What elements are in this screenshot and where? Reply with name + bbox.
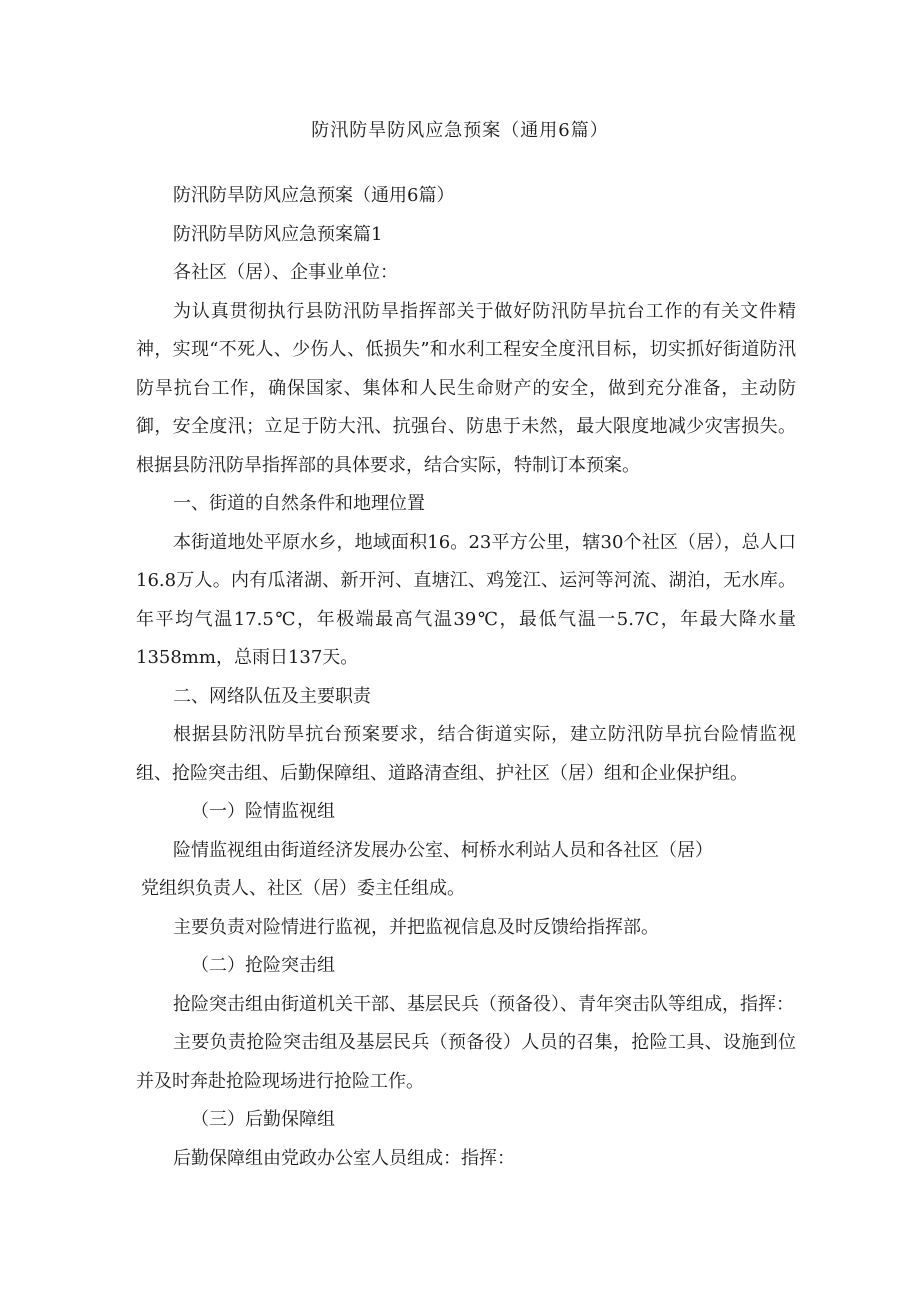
paragraph-rescue-team-1: 抢险突击组由街道机关干部、基层民兵（预备役）、青年突击队等组成，指挥： xyxy=(173,993,794,1015)
section-heading: 防汛防旱防风应急预案篇1 xyxy=(173,223,383,245)
heading-network-teams: 二、网络队伍及主要职责 xyxy=(173,685,371,707)
paragraph-danger-monitoring-2: 党组织负责人、社区（居）委主任组成。 xyxy=(141,878,465,899)
paragraph-logistics: 后勤保障组由党政办公室人员组成：指挥： xyxy=(173,1147,515,1169)
document-title: 防汛防旱防风应急预案（通用6篇） xyxy=(311,120,609,141)
document-subtitle: 防汛防旱防风应急预案（通用6篇） xyxy=(173,185,455,206)
intro-paragraph: 为认真贯彻执行县防汛防旱指挥部关于做好防汛防旱抗台工作的有关文件精神，实现“不死人、少伤人、低损失”和水利工程安全度汛目标，切实抓好街道防汛防旱抗台工作，确保国家、集体和人民生命财产的安全，做到充分准备，主动防御，安全度汛；立足于防大汛、抗强台、防患于未然，最大限度地减少灾害损失。根据县防汛防旱指挥部的具体要求，结合实际，特制订本预案。 xyxy=(136,300,796,476)
document-body xyxy=(136,177,796,1178)
heading-natural-conditions: 一、街道的自然条件和地理位置 xyxy=(173,493,425,514)
greeting-line: 各社区（居）、企事业单位： xyxy=(173,262,398,283)
heading-rescue-team: （二）抢险突击组 xyxy=(191,955,335,976)
paragraph-rescue-team-2: 主要负责抢险突击组及基层民兵（预备役）人员的召集，抢险工具、设施到位并及时奔赴抢险现场进行抢险工作。 xyxy=(136,1032,796,1092)
paragraph-danger-monitoring-3: 主要负责对险情进行监视，并把监视信息及时反馈给指挥部。 xyxy=(173,916,659,938)
paragraph-danger-monitoring-1: 险情监视组由街道经济发展办公室、柯桥水利站人员和各社区（居） xyxy=(173,839,713,861)
paragraph-natural-conditions: 本街道地处平原水乡，地域面积16。23平方公里，辖30个社区（居），总人口16.8万人。内有瓜渚湖、新开河、直塘江、鸡笼江、运河等河流、湖泊，无水库。年平均气温17.5℃，年极端最高气温39℃，最低气温一5.7C，年最大降水量1358mm，总雨日137天。 xyxy=(136,531,796,668)
heading-logistics: （三）后勤保障组 xyxy=(191,1109,335,1130)
heading-danger-monitoring: （一）险情监视组 xyxy=(191,801,335,822)
paragraph-network-teams: 根据县防汛防旱抗台预案要求，结合街道实际，建立防汛防旱抗台险情监视组、抢险突击组、后勤保障组、道路清查组、护社区（居）组和企业保护组。 xyxy=(136,724,796,784)
